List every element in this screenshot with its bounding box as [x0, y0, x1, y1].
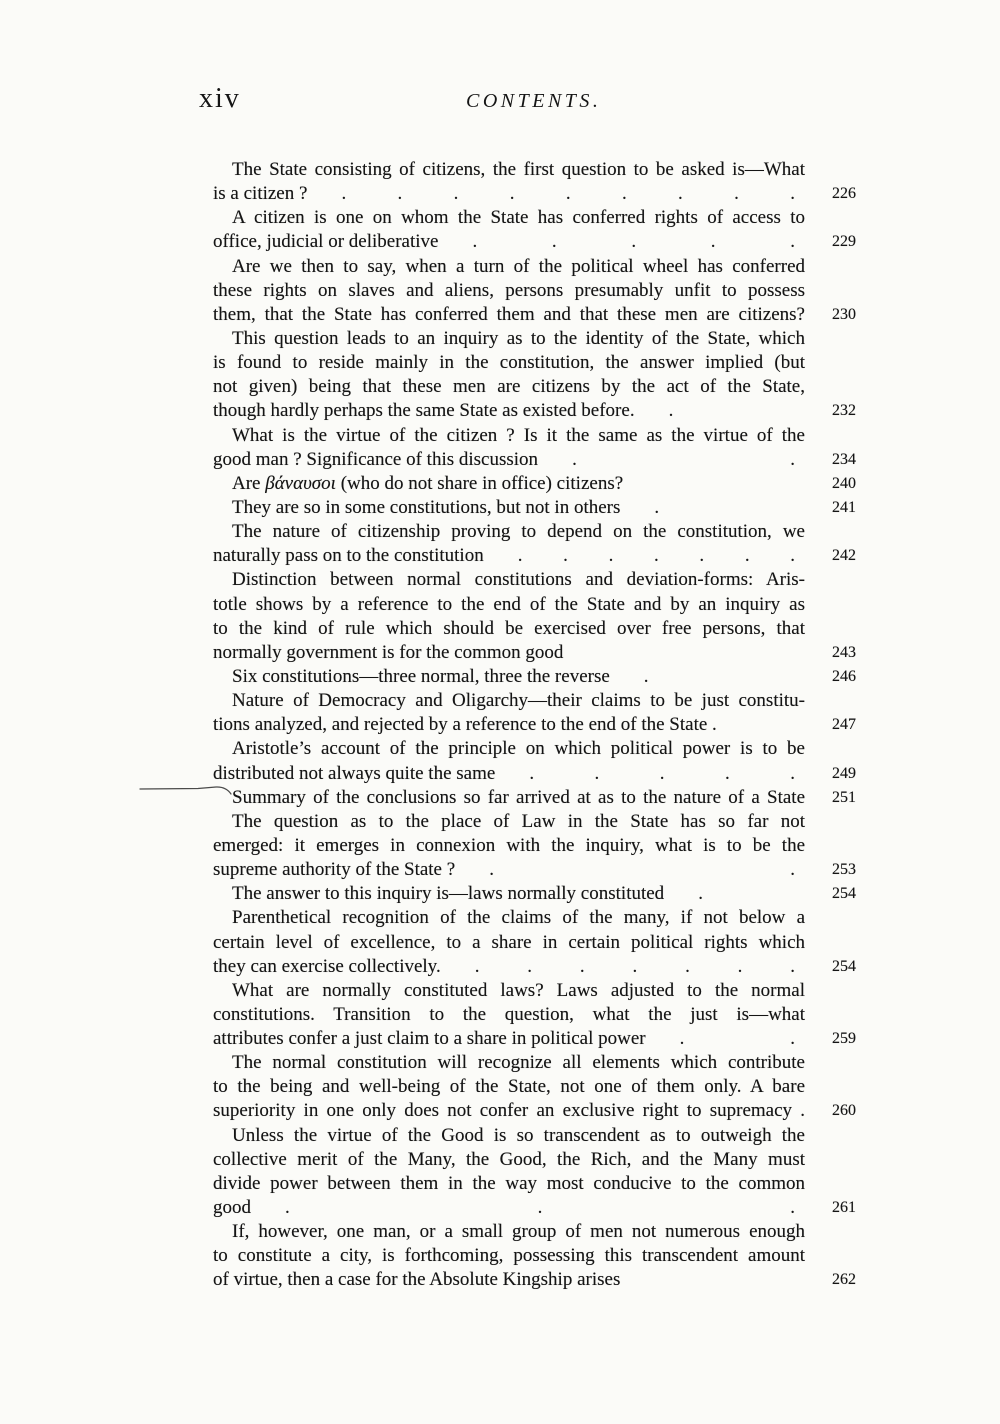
toc-entry-line	[213, 279, 805, 303]
toc-entry-text: They are so in some constitutions, but not in others	[232, 496, 621, 518]
toc-entry-text: Unless the virtue of the Good is so transcendent as to outweigh the	[232, 1124, 805, 1146]
toc-entry-line	[213, 858, 805, 882]
toc-entry	[213, 1051, 856, 1123]
toc-entry-text: Nature of Democracy and Oligarchy—their claims to be just constitu-	[232, 690, 805, 712]
toc-entry-line	[213, 689, 805, 713]
toc-entry-line	[213, 158, 805, 182]
toc-entry-line	[213, 810, 805, 834]
toc-entry-text: to the kind of rule which should be exercised over free persons, that	[213, 617, 805, 639]
toc-entry-text: If, however, one man, or a small group of men not numerous enough	[232, 1221, 805, 1243]
toc-entry-line	[213, 665, 805, 689]
toc-entry	[213, 1124, 856, 1221]
toc-entry-text: A citizen is one on whom the State has conferred rights of access to	[232, 207, 805, 229]
toc-entry	[213, 1220, 856, 1292]
toc-page-number: 247	[832, 716, 856, 734]
toc-entry-text: The nature of citizenship proving to depend on the constitution, we	[232, 521, 805, 543]
toc-entry-text: supreme authority of the State ?	[213, 859, 456, 881]
toc-entry	[213, 689, 856, 737]
dot-leader: . .	[679, 1028, 795, 1050]
dot-leader: .	[643, 665, 649, 687]
toc-page-number: 259	[832, 1030, 856, 1048]
toc-entry-line	[213, 496, 805, 520]
greek-term: βάναυσοι	[265, 472, 336, 494]
toc-entry-text: tions analyzed, and rejected by a reference to the end of the State .	[213, 714, 717, 736]
toc-entry-line	[213, 1244, 805, 1268]
toc-entry	[213, 424, 856, 472]
toc-entry-line	[213, 882, 805, 906]
toc-entry-text: The State consisting of citizens, the first question to be asked is—What	[232, 159, 805, 180]
toc-entry-text: Aristotle’s account of the principle on which political power is to be	[232, 738, 805, 760]
contents-list	[213, 158, 856, 1293]
toc-entry-text: This question leads to an inquiry as to the identity of the State, which	[232, 327, 805, 349]
toc-entry-line	[213, 182, 805, 206]
toc-entry-text	[232, 472, 623, 496]
toc-entry-line	[213, 1268, 805, 1292]
dot-leader: . . . . .	[529, 762, 795, 784]
toc-entry-text: not given) being that these men are citizens by the act of the State,	[213, 376, 805, 398]
toc-page-number: 254	[832, 957, 856, 975]
toc-page-number: 260	[832, 1102, 856, 1120]
toc-entry-line	[213, 206, 805, 230]
toc-entry-text: collective merit of the Many, the Good, the Rich, and the Many must	[213, 1148, 805, 1170]
toc-page-number: 230	[832, 305, 856, 323]
toc-page-number: 242	[832, 547, 856, 565]
toc-entry-line	[213, 955, 805, 979]
toc-entry-line	[213, 568, 805, 592]
toc-entry-line	[213, 1148, 805, 1172]
toc-entry-text: office, judicial or deliberative	[213, 231, 439, 253]
toc-entry	[213, 472, 856, 496]
toc-entry-text: The question as to the place of Law in the State has so far not	[232, 810, 805, 832]
toc-entry-text: is a citizen ?	[213, 183, 308, 205]
toc-entry-text: The answer to this inquiry is—laws normally constituted	[232, 883, 665, 905]
toc-entry-text: divide power between them in the way most conducive to the common	[213, 1172, 805, 1194]
toc-entry-text: attributes confer a just claim to a share in political power	[213, 1028, 646, 1050]
toc-page-number: 253	[832, 861, 856, 879]
toc-entry-text: emerged: it emerges in connexion with the inquiry, what is to be the	[213, 834, 805, 856]
toc-entry-line	[213, 448, 805, 472]
dot-leader: .	[698, 883, 703, 905]
toc-entry-line	[213, 472, 805, 496]
toc-entry-text: Parenthetical recognition of the claims of the many, if not below a	[232, 907, 805, 929]
toc-entry-line	[213, 834, 805, 858]
toc-entry	[213, 882, 856, 906]
toc-entry-line	[213, 1124, 805, 1148]
toc-entry-line	[213, 1220, 805, 1244]
toc-entry-text: Summary of the conclusions so far arrived at as to the nature of a State	[232, 786, 805, 808]
toc-entry	[213, 255, 856, 327]
toc-entry-line	[213, 520, 805, 544]
toc-entry-text: constitutions. Transition to the question, what the just is—what	[213, 1003, 805, 1025]
toc-entry-line	[213, 906, 805, 930]
toc-page-number: 232	[832, 402, 856, 420]
dot-leader: . . . . . . .	[517, 545, 795, 567]
dot-leader: .	[668, 400, 674, 422]
toc-entry-line	[213, 1172, 805, 1196]
toc-page-number: 246	[832, 667, 856, 685]
toc-entry-text: superiority in one only does not confer an exclusive right to supremacy .	[213, 1100, 805, 1122]
toc-entry-text: they can exercise collectively.	[213, 955, 441, 977]
toc-entry	[213, 206, 856, 254]
toc-entry-line	[213, 786, 805, 810]
toc-entry-line	[213, 375, 805, 399]
toc-entry-text: them, that the State has conferred them and that these men are citizens?	[213, 303, 805, 325]
toc-entry-line	[213, 713, 805, 737]
toc-page-number: 240	[832, 474, 856, 492]
toc-entry	[213, 737, 856, 785]
toc-entry-line	[213, 399, 805, 423]
toc-entry-line	[213, 424, 805, 448]
toc-entry-line	[213, 617, 805, 641]
toc-page-number: 241	[832, 498, 856, 516]
dot-leader: . . . . . . . . .	[341, 183, 795, 205]
dot-leader: . .	[489, 859, 795, 881]
toc-entry-line	[213, 327, 805, 351]
toc-entry-text: to constitute a city, is forthcoming, possessing this transcendent amount	[213, 1245, 805, 1267]
toc-entry	[213, 810, 856, 882]
dot-leader: . . . . .	[472, 231, 795, 253]
toc-entry-line	[213, 1051, 805, 1075]
toc-entry-line	[213, 544, 805, 568]
dot-leader: . . .	[285, 1197, 795, 1219]
toc-entry-line	[213, 979, 805, 1003]
running-title: CONTENTS.	[466, 90, 602, 112]
toc-entry-line	[213, 1027, 805, 1051]
toc-page-number: 249	[832, 764, 856, 782]
toc-entry-line	[213, 303, 805, 327]
toc-page-number: 234	[832, 450, 856, 468]
toc-entry-text: good man ? Significance of this discussion	[213, 448, 539, 470]
toc-entry	[213, 158, 856, 206]
toc-page-number: 254	[832, 885, 856, 903]
dot-leader: . .	[572, 448, 795, 470]
toc-entry-line	[213, 1196, 805, 1220]
toc-entry-line	[213, 593, 805, 617]
toc-entry-line	[213, 1099, 805, 1123]
toc-entry-text: certain level of excellence, to a share in certain political rights which	[213, 931, 805, 953]
toc-entry-text: is found to reside mainly in the constitution, the answer implied (but	[213, 352, 805, 374]
toc-entry	[213, 979, 856, 1051]
toc-page-number: 229	[832, 233, 856, 251]
toc-entry-line	[213, 737, 805, 761]
toc-entry	[213, 496, 856, 520]
toc-entry-line	[213, 351, 805, 375]
toc-entry-line	[213, 230, 805, 254]
toc-entry-text: these rights on slaves and aliens, persons presumably unfit to possess	[213, 279, 805, 301]
toc-entry-text: though hardly perhaps the same State as existed before.	[213, 400, 635, 422]
toc-entry-text: naturally pass on to the constitution	[213, 545, 484, 567]
toc-entry	[213, 665, 856, 689]
toc-entry-text: The normal constitution will recognize all elements which contribute	[232, 1052, 805, 1074]
toc-entry-text: Are we then to say, when a turn of the political wheel has conferred	[232, 255, 805, 277]
toc-entry-text: What is the virtue of the citizen ? Is it the same as the virtue of the	[232, 424, 805, 446]
toc-entry-text: totle shows by a reference to the end of the State and by an inquiry as	[213, 593, 805, 615]
text-segment: (who do not share in office) citizens?	[335, 472, 624, 494]
toc-entry-line	[213, 1003, 805, 1027]
toc-page-number: 262	[832, 1271, 856, 1289]
toc-entry-text: Distinction between normal constitutions and deviation-forms: Aris-	[232, 569, 805, 591]
toc-page-number: 261	[832, 1199, 856, 1217]
toc-page-number: 226	[832, 185, 856, 203]
toc-page-number: 251	[832, 788, 856, 806]
toc-page-number: 243	[832, 643, 856, 661]
text-segment: Are	[232, 472, 266, 494]
toc-entry-line	[213, 931, 805, 955]
dot-leader: .	[654, 496, 660, 518]
toc-entry-text: of virtue, then a case for the Absolute Kingship arises	[213, 1269, 621, 1291]
dot-leader: . . . . . . .	[474, 955, 795, 977]
toc-entry-line	[213, 1075, 805, 1099]
toc-entry-text: to the being and well-being of the State, not one of them only. A bare	[213, 1076, 805, 1098]
toc-entry	[213, 327, 856, 424]
toc-entry-line	[213, 641, 805, 665]
toc-entry	[213, 786, 856, 810]
toc-entry-line	[213, 255, 805, 279]
toc-entry	[213, 906, 856, 978]
toc-entry	[213, 568, 856, 665]
toc-entry-text: good	[213, 1197, 251, 1219]
page-folio: xiv	[199, 83, 241, 114]
toc-entry-text: Six constitutions—three normal, three the reverse	[232, 665, 610, 687]
toc-entry-text: What are normally constituted laws? Laws adjusted to the normal	[232, 979, 805, 1001]
toc-entry-text: distributed not always quite the same	[213, 762, 496, 784]
toc-entry-line	[213, 762, 805, 786]
toc-entry	[213, 520, 856, 568]
toc-entry-text: normally government is for the common good	[213, 641, 564, 663]
